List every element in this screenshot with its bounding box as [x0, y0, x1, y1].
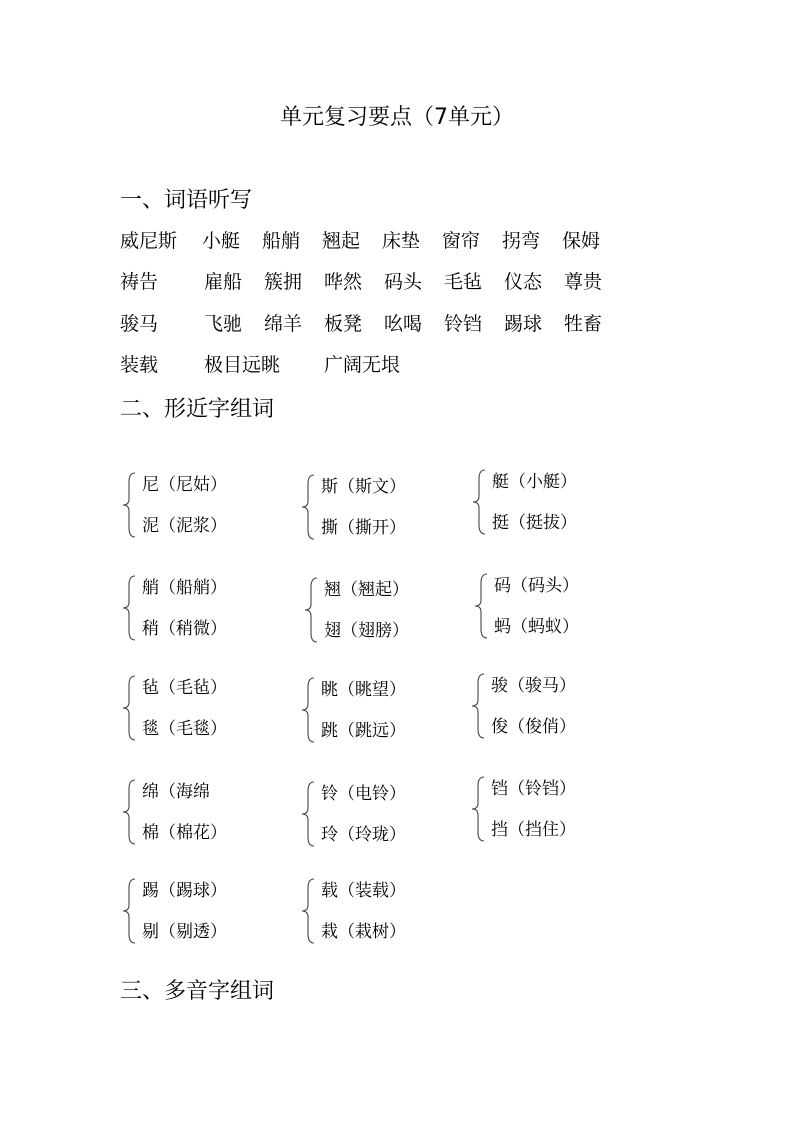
- brace-icon: [301, 472, 317, 542]
- similar-group: [471, 774, 611, 844]
- similar-word: 铛（铃铛）: [491, 779, 576, 799]
- vocab-word: 尊贵: [564, 271, 603, 294]
- vocab-word: 广阔无垠: [324, 353, 401, 376]
- similar-group: [122, 777, 262, 847]
- vocab-word: 吆喝: [384, 312, 423, 335]
- similar-word: 码（码头）: [494, 576, 579, 596]
- section-heading-vocab: 一、词语听写: [120, 188, 253, 213]
- similar-group: [471, 671, 611, 741]
- similar-word: 毡（毛毡）: [142, 678, 227, 698]
- vocab-word: 极目远眺: [204, 353, 281, 376]
- similar-word: 俊（俊俏）: [491, 717, 576, 737]
- vocab-word: 拐弯: [502, 230, 541, 252]
- section-heading-polyphone: 三、多音字组词: [120, 979, 275, 1004]
- similar-word: 撕（撕开）: [321, 518, 406, 538]
- vocab-word: 船艄: [262, 230, 301, 252]
- similar-word: 艄（船艄）: [142, 578, 227, 598]
- vocab-word: 骏马: [120, 312, 159, 335]
- similar-word: 踢（踢球）: [142, 881, 227, 901]
- vocab-word: 保姆: [562, 230, 601, 252]
- similar-group: [122, 470, 262, 540]
- vocab-word: 踢球: [504, 312, 543, 335]
- similar-word: 翅（翅膀）: [324, 621, 409, 641]
- vocab-word: 雇船: [204, 271, 243, 294]
- similar-word: 棉（棉花）: [142, 823, 227, 843]
- brace-icon: [122, 876, 138, 946]
- vocab-word: 窗帘: [442, 230, 481, 252]
- vocab-list: [120, 226, 680, 391]
- vocab-word: 毛毡: [444, 271, 483, 294]
- similar-word: 铃（电铃）: [321, 784, 406, 804]
- brace-icon: [474, 571, 490, 641]
- vocab-word: 装载: [120, 353, 159, 376]
- vocab-word: 簇拥: [264, 271, 303, 294]
- vocab-word: 飞驰: [204, 312, 243, 335]
- similar-group: [122, 573, 262, 643]
- brace-icon: [301, 675, 317, 745]
- similar-group: [301, 779, 441, 849]
- similar-word: 挺（挺拔）: [492, 513, 577, 533]
- similar-group: [301, 675, 441, 745]
- brace-icon: [122, 673, 138, 743]
- similar-word: 翘（翘起）: [324, 580, 409, 600]
- similar-group: [474, 571, 614, 641]
- similar-word: 栽（栽树）: [321, 922, 406, 942]
- similar-word: 骏（骏马）: [491, 676, 576, 696]
- similar-group: [301, 472, 441, 542]
- similar-word: 斯（斯文）: [321, 477, 406, 497]
- similar-word: 眺（眺望）: [321, 680, 406, 700]
- vocab-word: 绵羊: [264, 312, 303, 335]
- similar-group: [122, 673, 262, 743]
- vocab-word: 祷告: [120, 271, 159, 294]
- vocab-word: 牲畜: [564, 312, 603, 335]
- brace-icon: [122, 777, 138, 847]
- similar-group: [122, 876, 262, 946]
- brace-icon: [304, 575, 320, 645]
- similar-word: 载（装载）: [321, 881, 406, 901]
- similar-word: 绵（海绵: [142, 782, 210, 802]
- vocab-word: 小艇: [202, 230, 241, 252]
- vocab-word: 翘起: [322, 230, 361, 252]
- vocab-row: [120, 309, 680, 350]
- brace-icon: [122, 470, 138, 540]
- similar-word: 玲（玲珑）: [321, 825, 406, 845]
- vocab-row: [120, 350, 680, 391]
- vocab-word: 板凳: [324, 312, 363, 335]
- similar-word: 稍（稍微）: [142, 619, 227, 639]
- vocab-row: [120, 226, 680, 267]
- section-heading-similar: 二、形近字组词: [120, 397, 275, 422]
- brace-icon: [472, 467, 488, 537]
- similar-group: [472, 467, 612, 537]
- similar-group: [304, 575, 444, 645]
- page-title: 单元复习要点（7单元）: [280, 105, 514, 130]
- vocab-word: 铃铛: [444, 312, 483, 335]
- vocab-word: 威尼斯: [120, 230, 178, 252]
- similar-group: [301, 876, 441, 946]
- similar-word: 剔（剔透）: [142, 922, 227, 942]
- brace-icon: [301, 779, 317, 849]
- brace-icon: [471, 671, 487, 741]
- similar-word: 挡（挡住）: [491, 820, 576, 840]
- similar-word: 毯（毛毯）: [142, 719, 227, 739]
- similar-word: 跳（跳远）: [321, 721, 406, 741]
- vocab-word: 码头: [384, 271, 423, 294]
- vocab-word: 床垫: [382, 230, 421, 252]
- vocab-row: [120, 267, 680, 308]
- vocab-word: 哗然: [324, 271, 363, 294]
- similar-word: 蚂（蚂蚁）: [494, 617, 579, 637]
- brace-icon: [471, 774, 487, 844]
- similar-word: 艇（小艇）: [492, 472, 577, 492]
- brace-icon: [301, 876, 317, 946]
- similar-word: 尼（尼姑）: [142, 475, 227, 495]
- similar-word: 泥（泥浆）: [142, 516, 227, 536]
- vocab-word: 仪态: [504, 271, 543, 294]
- brace-icon: [122, 573, 138, 643]
